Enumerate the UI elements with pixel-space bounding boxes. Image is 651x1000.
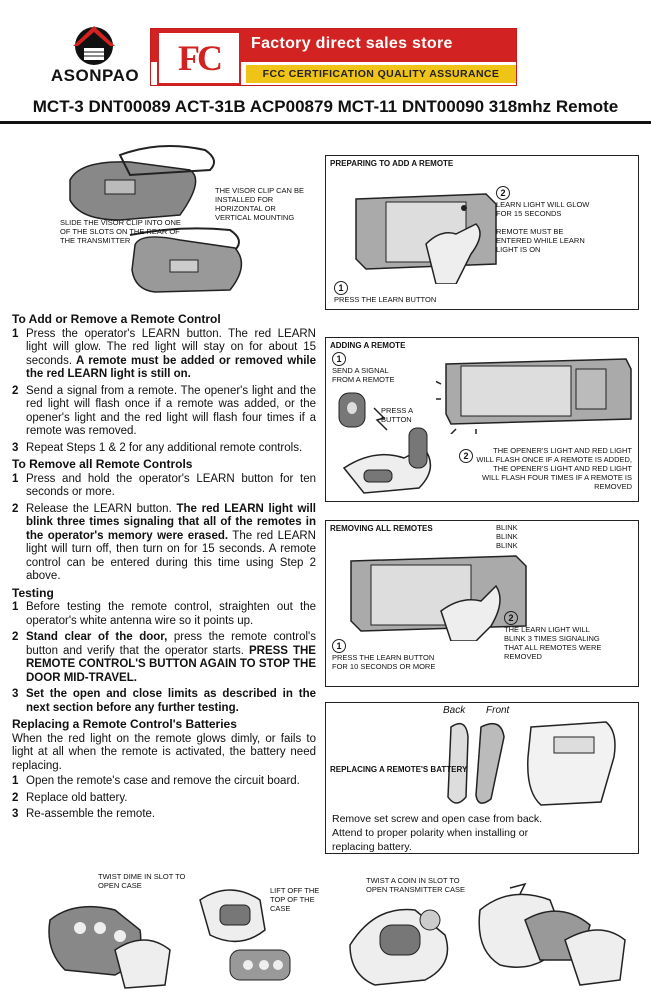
title-divider (0, 121, 651, 124)
panel-removing-title: REMOVING ALL REMOTES (330, 524, 433, 533)
dime-open-illustration (45, 880, 175, 990)
add-step-2: 2 Send a signal from a remote. The opener's light and the red light will flash once if a remote was added, or the opener's light and the red light will flash four times if a remote was removed. (12, 384, 316, 437)
house-logo-icon (67, 22, 121, 66)
banner-title: Factory direct sales store (251, 35, 453, 52)
opener-hold-illustration (341, 541, 531, 641)
fcc-logo: FC (157, 31, 241, 85)
step-number-icon: 2 (459, 449, 473, 463)
battery-step-3: 3 Re-assemble the remote. (12, 808, 156, 820)
adding-step1: 1 SEND A SIGNAL FROM A REMOTE (332, 354, 395, 384)
asonpao-logo (40, 22, 150, 92)
battery-step-2: 2 Replace old battery. (12, 791, 128, 804)
remove-step-1: 1 Press and hold the operator's LEARN button for ten seconds or more. (12, 472, 316, 498)
step-number-icon: 2 (504, 611, 518, 625)
panel-battery (325, 702, 639, 854)
back-label: Back (443, 705, 466, 716)
batteries-intro: When the red light on the remote glows dimly, or fails to light at all when the remote is activated, the battery need replacing. (12, 732, 316, 772)
test-step-2: 2 Stand clear of the door, press the remote control's button and verify that the operator starts. PRESS THE REMOTE CONTROL'S BUTTON AGAIN TO STOP THE DOOR MID-TRAVEL. (12, 631, 316, 684)
visor-right-caption: THE VISOR CLIP CAN BE INSTALLED FOR HORIZONTAL OR VERTICAL MOUNTING (215, 186, 305, 222)
banner-subtitle: FCC CERTIFICATION QUALITY ASSURANCE (246, 65, 516, 83)
panel-adding-title: ADDING A REMOTE (330, 341, 406, 350)
removing-step2: 2 THE LEARN LIGHT WILL BLINK 3 TIMES SIGNALING THAT ALL REMOTES WERE REMOVED (504, 613, 602, 661)
test-step-3: 3 Set the open and close limits as described in the next section before any further testing. (12, 688, 316, 714)
instructions-column (12, 312, 316, 825)
add-step-1: 1 Press the operator's LEARN button. The red LEARN light will glow. The red light will stay on for about 15 seconds. A remote must be added or removed while the red LEARN light is still on. (12, 327, 316, 380)
battery-case-illustration (436, 717, 631, 807)
preparing-step1: 1 PRESS THE LEARN BUTTON (334, 283, 437, 304)
preparing-step2: 2 LEARN LIGHT WILL GLOW FOR 15 SECONDS REMOTE MUST BE ENTERED WHILE LEARN LIGHT IS ON (496, 188, 590, 254)
lift-caption: LIFT OFF THE TOP OF THE CASE (270, 886, 320, 913)
panel-preparing (325, 155, 639, 310)
adding-step2-number (459, 446, 473, 464)
panel-adding (325, 337, 639, 502)
store-banner (150, 28, 517, 86)
add-step-3: 3 Repeat Steps 1 & 2 for any additional remote controls. (12, 441, 303, 454)
step-number-icon: 1 (334, 281, 348, 295)
open-case-illustration (470, 880, 630, 990)
opener-flash-illustration (436, 344, 636, 434)
removing-step1: 1 PRESS THE LEARN BUTTON FOR 10 SECONDS OR MORE (332, 641, 436, 671)
coin-caption: TWIST A COIN IN SLOT TO OPEN TRANSMITTER CASE (366, 876, 466, 894)
panel-removing (325, 520, 639, 687)
heading-testing: Testing (12, 585, 54, 600)
heading-batteries: Replacing a Remote Control's Batteries (12, 717, 237, 731)
battery-note: Remove set screw and open case from back. Attend to proper polarity when installing or replacing battery. (332, 813, 543, 853)
remote-hand-illustration (334, 388, 444, 498)
visor-left-caption: SLIDE THE VISOR CLIP INTO ONE OF THE SLOTS ON THE REAR OF THE TRANSMITTER (60, 218, 181, 245)
press-button-caption: PRESS A BUTTON (381, 406, 413, 424)
adding-step2: THE OPENER'S LIGHT AND RED LIGHT WILL FLASH ONCE IF A REMOTE IS ADDED, THE OPENER'S LIGHT AND RED LIGHT WILL FLASH FOUR TIMES IF A REMOTE IS REMOVED (476, 446, 632, 491)
remove-step-2: 2 Release the LEARN button. The red LEARN light will blink three times signaling that all of the remotes in the operator's memory were erased. The red LEARN light will turn off, then turn on for 15 seconds. A remote control can be entered during this time using Step 2 above. (12, 502, 316, 582)
step-number-icon: 1 (332, 639, 346, 653)
dime-caption: TWIST DIME IN SLOT TO OPEN CASE (98, 872, 186, 890)
battery-step-1: 1 Open the remote's case and remove the circuit board. (12, 775, 300, 787)
panel-preparing-title: PREPARING TO ADD A REMOTE (330, 159, 454, 168)
opener-learn-illustration (346, 174, 516, 284)
front-label: Front (486, 705, 510, 716)
step-number-icon: 2 (496, 186, 510, 200)
panel-battery-title: REPLACING A REMOTE'S BATTERY (330, 765, 468, 774)
step-number-icon: 1 (332, 352, 346, 366)
test-step-1: 1 Before testing the remote control, straighten out the operator's white antenna wire so it points up. (12, 601, 316, 627)
page-title: MCT-3 DNT00089 ACT-31B ACP00879 MCT-11 DNT00090 318mhz Remote (32, 97, 619, 116)
heading-add-remove: To Add or Remove a Remote Control (12, 312, 221, 326)
brand-name: ASONPAO (50, 66, 140, 85)
coin-twist-illustration (345, 895, 465, 990)
blink-labels: BLINK BLINK BLINK (496, 523, 518, 550)
heading-remove-all: To Remove all Remote Controls (12, 457, 193, 471)
